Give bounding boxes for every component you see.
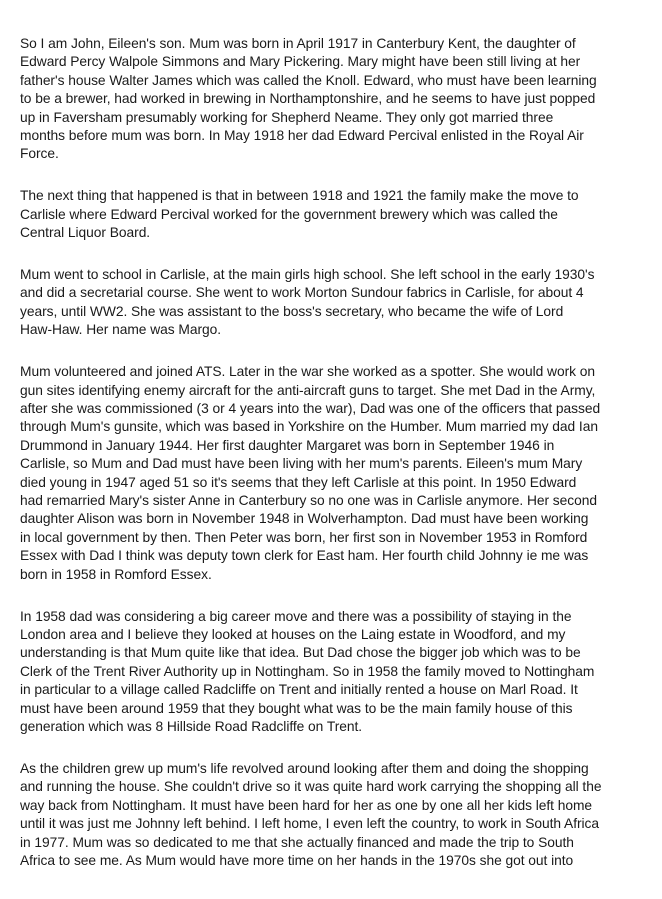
text-line: and did a secretarial course. She went to work Morton Sundour fabrics in Carlisle, for about 4 [20, 285, 584, 301]
text-line: Haw-Haw. Her name was Margo. [20, 322, 222, 338]
text-line: daughter Alison was born in November 1948 in Wolverhampton. Dad must have been working [20, 511, 589, 527]
paragraph [20, 266, 650, 340]
text-line: Essex with Dad I think was deputy town clerk for East ham. Her fourth child Johnny ie me was [20, 548, 589, 564]
text-line: born in 1958 in Romford Essex. [20, 566, 212, 582]
text-line: London area and I believe they looked at houses on the Laing estate in Woodford, and my [20, 626, 566, 642]
paragraph [20, 608, 650, 737]
text-line: died young in 1947 aged 51 so it's seems that they left Carlisle at this point. In 1950 Edward [20, 474, 577, 490]
text-line: Carlisle, so Mum and Dad must have been living with her mum's parents. Eileen's mum Mary [20, 456, 583, 472]
text-line: in local government by then. Then Peter was born, her first son in November 1953 in Romford [20, 529, 588, 545]
text-line: Edward Percy Walpole Simmons and Mary Pickering. Mary might have been still living at her [20, 54, 581, 70]
paragraph [20, 760, 650, 870]
text-line: up in Faversham presumably working for Shepherd Neame. They only got married three [20, 109, 554, 125]
text-line: through Mum's gunsite, which was based in Yorkshire on the Humber. Mum married my dad Ian [20, 419, 598, 435]
text-line: Clerk of the Trent River Authority up in Nottingham. So in 1958 the family moved to Nottingham [20, 663, 595, 679]
text-line: had remarried Mary's sister Anne in Canterbury so no one was in Carlisle anymore. Her second [20, 493, 597, 509]
text-line: in particular to a village called Radcliffe on Trent and initially rented a house on Marl Road. It [20, 682, 578, 698]
text-line: in 1977. Mum was so dedicated to me that she actually financed and made the trip to South [20, 834, 574, 850]
text-line: In 1958 dad was considering a big career move and there was a possibility of staying in the [20, 608, 572, 624]
text-line: As the children grew up mum's life revolved around looking after them and doing the shopping [20, 760, 589, 776]
text-line: So I am John, Eileen's son. Mum was born in April 1917 in Canterbury Kent, the daughter of [20, 36, 576, 51]
text-line: Central Liquor Board. [20, 225, 151, 241]
text-line: to be a brewer, had worked in brewing in Northamptonshire, and he seems to have just popped [20, 91, 596, 107]
text-line: after she was commissioned (3 or 4 years into the war), Dad was one of the officers that passed [20, 401, 601, 416]
text-line: understanding is that Mum quite like that idea. But Dad chose the bigger job which was to be [20, 645, 581, 661]
text-line: gun sites identifying enemy aircraft for the anti-aircraft guns to target. She met Dad in the Army, [20, 382, 596, 398]
text-line: generation which was 8 Hillside Road Radcliffe on Trent. [20, 719, 363, 734]
paragraph [20, 187, 650, 242]
document-body [20, 35, 650, 894]
text-line: way back from Nottingham. It must have been hard for her as one by one all her kids left home [20, 797, 593, 813]
text-line: until it was just me Johnny left behind. I left home, I even left the country, to work in South Africa [20, 816, 600, 832]
text-line: Mum volunteered and joined ATS. Later in the war she worked as a spotter. She would work on [20, 364, 595, 380]
text-line: years, until WW2. She was assistant to the boss's secretary, who became the wife of Lord [20, 303, 564, 319]
text-line: must have been around 1959 that they bought what was to be the main family house of this [20, 700, 573, 716]
text-line: Drummond in January 1944. Her first daughter Margaret was born in September 1946 in [20, 437, 555, 453]
text-line: Carlisle where Edward Percival worked for the government brewery which was called the [20, 206, 558, 222]
text-line: Africa to see me. As Mum would have more time on her hands in the 1970s she got out into [20, 852, 574, 868]
text-line: Force. [20, 146, 59, 162]
text-line: months before mum was born. In May 1918 her dad Edward Percival enlisted in the Royal Air [20, 128, 584, 144]
text-line: and running the house. She couldn't drive so it was quite hard work carrying the shopping all the [20, 779, 602, 795]
paragraph [20, 35, 650, 164]
paragraph [20, 363, 650, 584]
text-line: father's house Walter James which was called the Knoll. Edward, who must have been learning [20, 72, 597, 88]
text-line: The next thing that happened is that in between 1918 and 1921 the family make the move to [20, 188, 579, 204]
text-line: Mum went to school in Carlisle, at the main girls high school. She left school in the early 1930's [20, 267, 595, 283]
